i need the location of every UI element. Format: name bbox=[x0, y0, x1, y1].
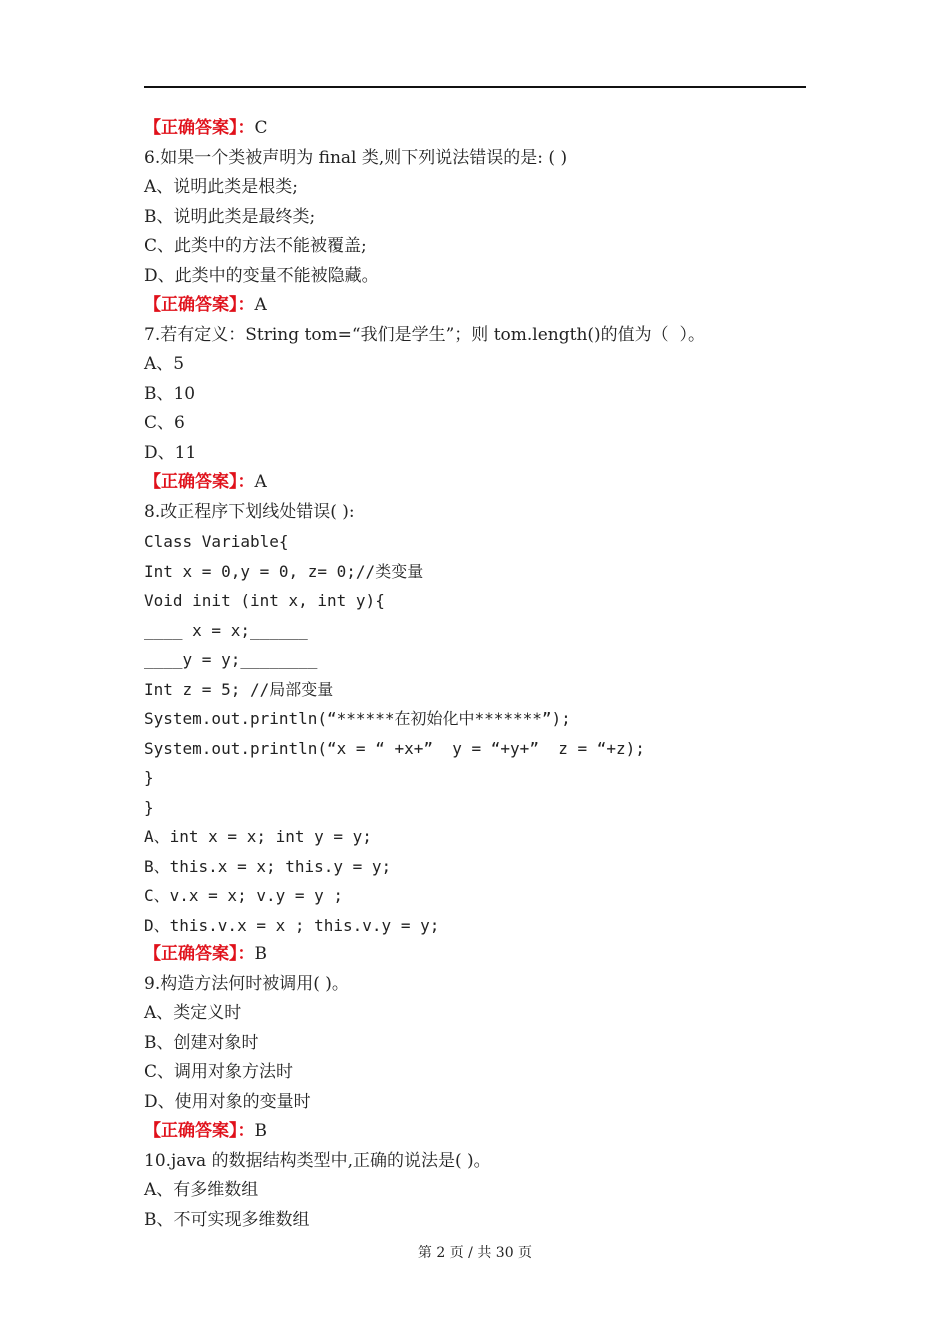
code-line: C、v.x = x; v.y = y ; bbox=[144, 886, 344, 905]
code-line: Int x = 0,y = 0, z= 0;//类变量 bbox=[144, 561, 424, 581]
answer-label: 【正确答案】： bbox=[144, 118, 255, 138]
answer-value: A bbox=[254, 295, 267, 315]
code-line: Class Variable{ bbox=[144, 532, 289, 551]
text-line: 10.java 的数据结构类型中,正确的说法是( )。 bbox=[144, 1150, 491, 1171]
code-line: } bbox=[144, 797, 154, 817]
page-content bbox=[144, 114, 806, 1235]
code-line: ____y = y;________ bbox=[144, 650, 318, 669]
text-line: A、说明此类是根类; bbox=[144, 177, 299, 197]
answer-value: A bbox=[254, 472, 267, 492]
code-line: Int z = 5; //局部变量 bbox=[144, 679, 334, 699]
answer-label: 【正确答案】： bbox=[144, 944, 255, 964]
code-line: D、this.v.x = x ; this.v.y = y; bbox=[144, 915, 440, 935]
code-line: B、this.x = x; this.y = y; bbox=[144, 856, 392, 876]
text-line: C、调用对象方法时 bbox=[144, 1062, 294, 1082]
text-line: B、不可实现多维数组 bbox=[144, 1209, 310, 1230]
text-line: 9.构造方法何时被调用( )。 bbox=[144, 973, 349, 994]
answer-line bbox=[144, 940, 806, 970]
answer-value: B bbox=[254, 944, 267, 964]
answer-value: B bbox=[254, 1121, 267, 1141]
text-line: A、5 bbox=[144, 354, 185, 374]
answer-value: C bbox=[254, 118, 268, 138]
text-line: D、使用对象的变量时 bbox=[144, 1091, 311, 1112]
text-line: D、11 bbox=[144, 442, 197, 463]
text-line: A、类定义时 bbox=[144, 1003, 242, 1023]
code-line: System.out.println(“x = “ +x+” y = “+y+” z = “+z); bbox=[144, 738, 645, 758]
text-line: C、6 bbox=[144, 413, 185, 433]
header-rule bbox=[144, 86, 806, 88]
text-line: C、此类中的方法不能被覆盖; bbox=[144, 236, 367, 256]
text-line: D、此类中的变量不能被隐藏。 bbox=[144, 265, 379, 286]
answer-label: 【正确答案】： bbox=[144, 295, 255, 315]
text-line: B、说明此类是最终类; bbox=[144, 206, 316, 227]
code-line: Void init (int x, int y){ bbox=[144, 591, 385, 610]
text-line: A、有多维数组 bbox=[144, 1180, 259, 1200]
answer-line bbox=[144, 114, 806, 144]
answer-line bbox=[144, 1117, 806, 1147]
text-line: B、创建对象时 bbox=[144, 1032, 259, 1053]
answer-line bbox=[144, 468, 806, 498]
code-line: A、int x = x; int y = y; bbox=[144, 827, 372, 846]
text-line: 8.改正程序下划线处错误( ): bbox=[144, 501, 355, 522]
code-line: ____ x = x;______ bbox=[144, 620, 308, 640]
page-footer: 第 2 页 / 共 30 页 bbox=[417, 1245, 533, 1261]
code-line: } bbox=[144, 768, 154, 787]
text-line: B、10 bbox=[144, 383, 196, 404]
code-line: System.out.println(“******在初始化中*******”); bbox=[144, 709, 571, 728]
text-line: 7.若有定义：String tom=“我们是学生”；则 tom.length()的值为（ ）。 bbox=[144, 324, 705, 345]
answer-label: 【正确答案】： bbox=[144, 1121, 255, 1141]
answer-label: 【正确答案】： bbox=[144, 472, 255, 492]
answer-line bbox=[144, 291, 806, 321]
text-line: 6.如果一个类被声明为 final 类,则下列说法错误的是: ( ) bbox=[144, 147, 568, 168]
